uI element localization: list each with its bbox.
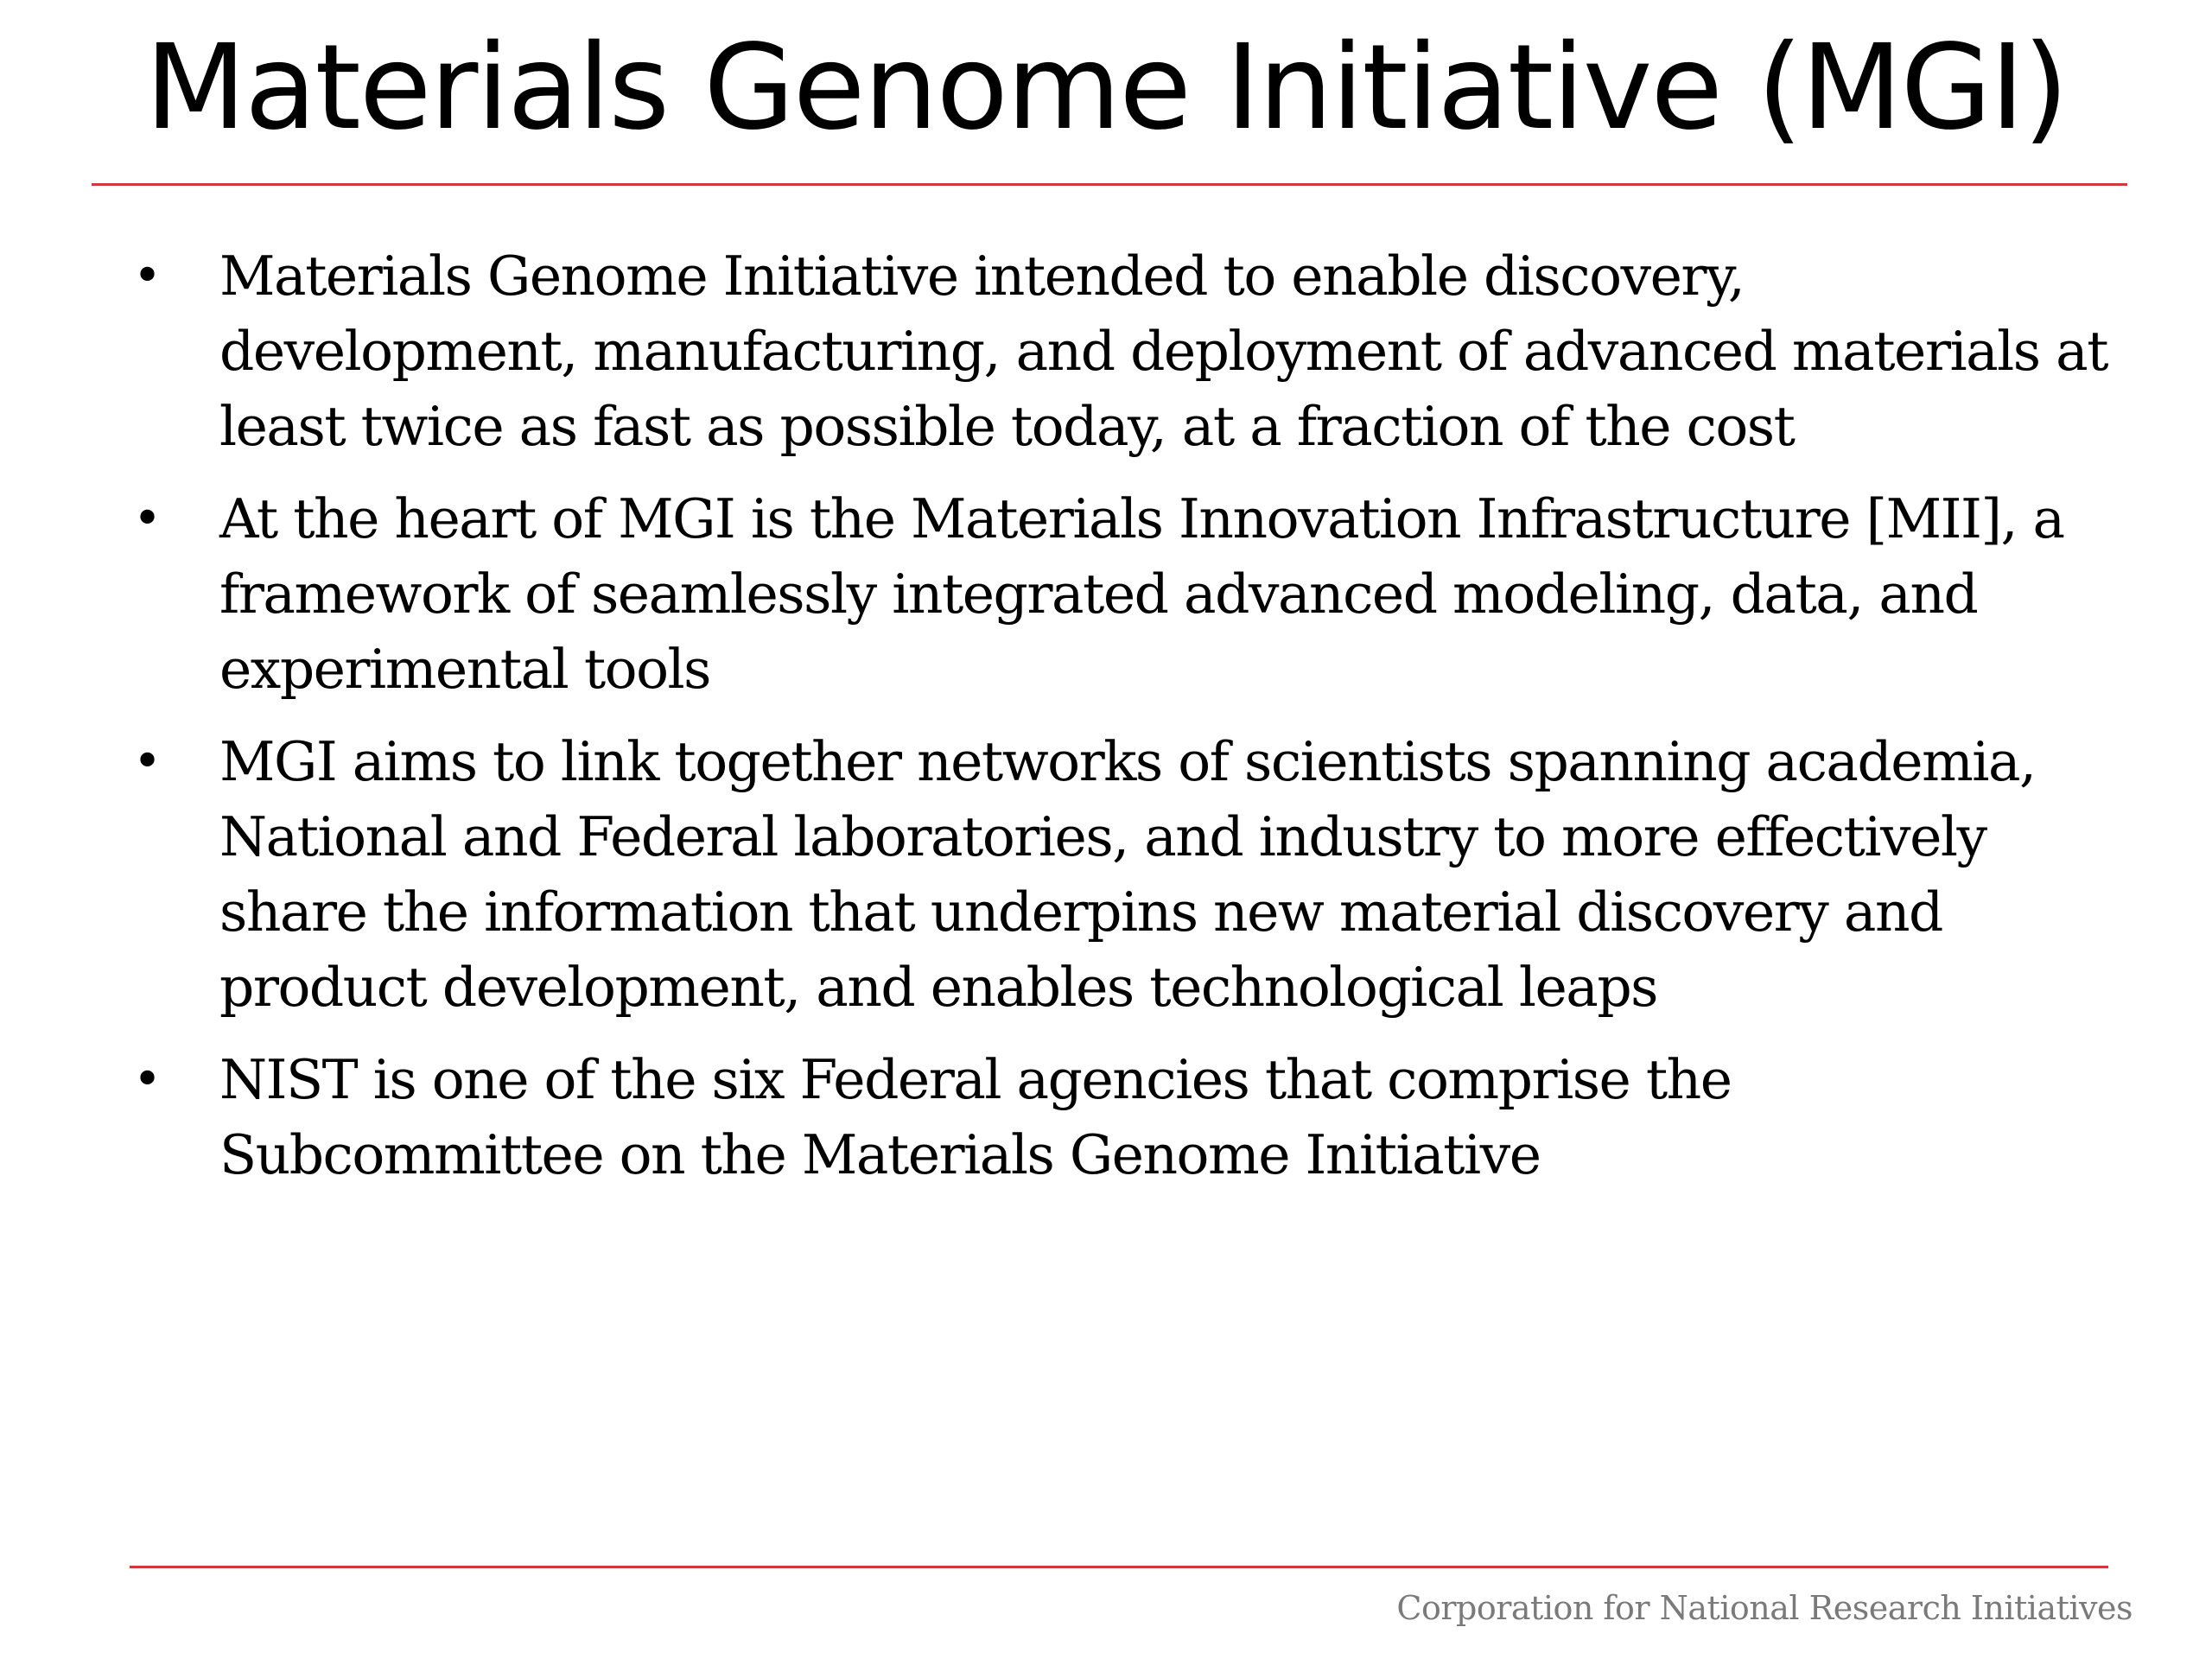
bullet-item	[128, 238, 2115, 464]
footer-divider	[130, 1566, 2108, 1568]
bullet-text: At the heart of MGI is the Materials Innovation Infrastructure [MII], a framework of seamlessly integrated advanced modeling, data, and experimental tools	[219, 487, 2064, 701]
bullet-text: NIST is one of the six Federal agencies that comprise the Subcommittee on the Materials Genome Initiative	[219, 1048, 1732, 1186]
bullet-marker: •	[133, 248, 161, 304]
bullet-text: MGI aims to link together networks of scientists spanning academia, National and Federal laboratories, and industry to more effectively share the information that underpins new material discovery and product development, and enables technological leaps	[219, 730, 2036, 1019]
bullet-item	[128, 724, 2115, 1025]
bullet-text: Materials Genome Initiative intended to enable discovery, development, manufacturing, and deployment of advanced materials at least twice as fast as possible today, at a fraction of the cost	[219, 245, 2108, 458]
bullet-list	[128, 238, 2115, 1210]
bullet-marker: •	[133, 491, 161, 547]
bullet-item	[128, 1042, 2115, 1192]
bullet-item	[128, 481, 2115, 707]
bullet-marker: •	[133, 1052, 161, 1108]
slide-title: Materials Genome Initiative (MGI)	[144, 20, 2068, 156]
title-divider	[92, 183, 2127, 186]
footer-organization: Corporation for National Research Initiatives	[1396, 1589, 2133, 1627]
bullet-marker: •	[133, 734, 161, 790]
